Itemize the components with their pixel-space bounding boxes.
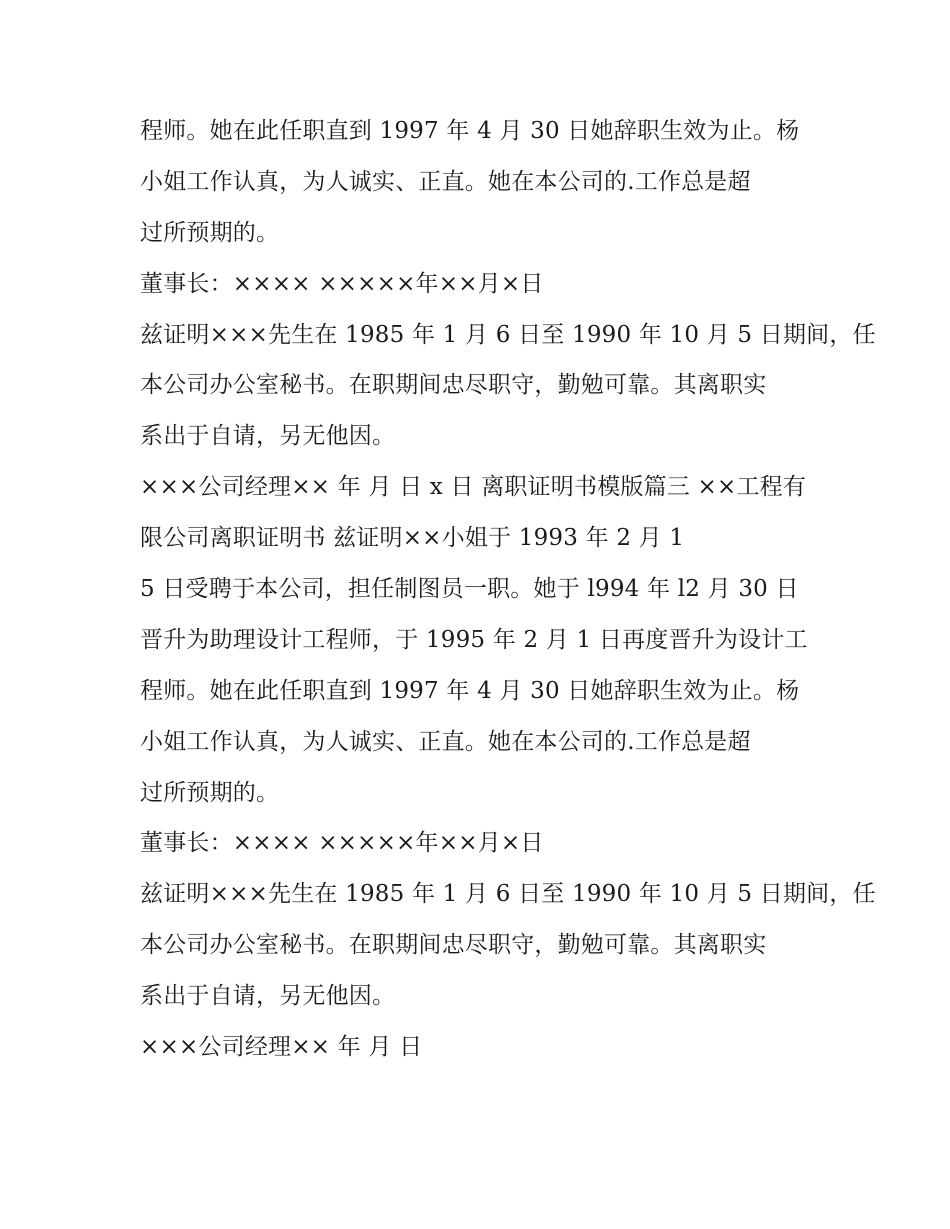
text-line: 限公司离职证明书 兹证明××小姐于 1993 年 2 月 1 — [140, 525, 685, 552]
text-line: 本公司办公室秘书。在职期间忠尽职守，勤勉可靠。其离职实 — [140, 372, 767, 399]
text-line: 系出于自请，另无他因。 — [140, 983, 396, 1010]
text-line: 晋升为助理设计工程师，于 1995 年 2 月 1 日再度晋升为设计工 — [140, 626, 808, 653]
signature-line: 董事长：×××× ×××××年××月×日 — [140, 270, 544, 297]
text-line: 小姐工作认真，为人诚实、正直。她在本公司的.工作总是超 — [140, 728, 751, 755]
document-body — [140, 106, 876, 1073]
text-line: 兹证明×××先生在 1985 年 1 月 6 日至 1990 年 10 月 5 日期间，任 — [140, 881, 876, 908]
text-line: 过所预期的。 — [140, 779, 280, 806]
text-line: 小姐工作认真，为人诚实、正直。她在本公司的.工作总是超 — [140, 168, 751, 195]
text-line: 系出于自请，另无他因。 — [140, 423, 396, 450]
text-line: 过所预期的。 — [140, 219, 280, 246]
text-line: 兹证明×××先生在 1985 年 1 月 6 日至 1990 年 10 月 5 日期间，任 — [140, 321, 876, 348]
text-line: 5 日受聘于本公司，担任制图员一职。她于 l994 年 l2 月 30 日 — [140, 576, 799, 603]
signature-line: 董事长：×××× ×××××年××月×日 — [140, 830, 544, 857]
text-line: ×××公司经理×× 年 月 日 x 日 离职证明书模版篇三 ××工程有 — [140, 474, 807, 501]
text-line: 本公司办公室秘书。在职期间忠尽职守，勤勉可靠。其离职实 — [140, 932, 767, 959]
signature-line: ×××公司经理×× 年 月 日 — [140, 1034, 423, 1061]
text-line: 程师。她在此任职直到 1997 年 4 月 30 日她辞职生效为止。杨 — [140, 677, 800, 704]
text-line: 程师。她在此任职直到 1997 年 4 月 30 日她辞职生效为止。杨 — [140, 118, 800, 144]
